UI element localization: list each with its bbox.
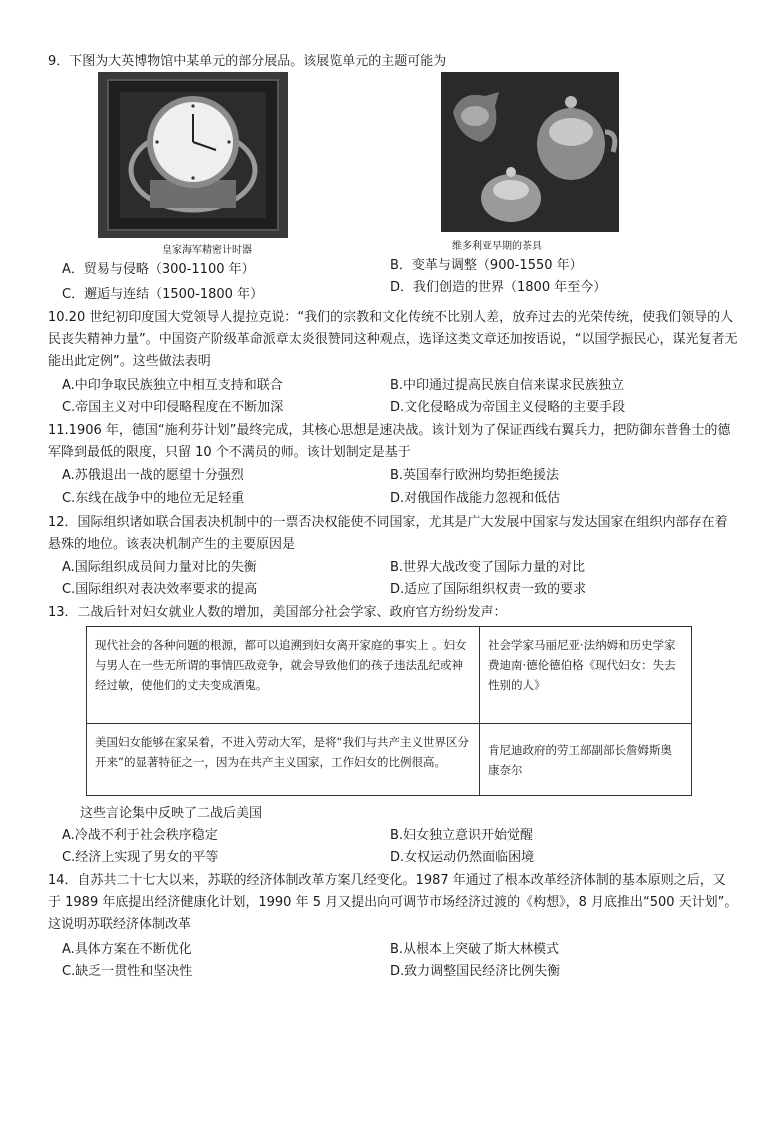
- question-11-stem: 11.1906 年，德国“施利芬计划”最终完成，其核心思想是速决战。该计划为了保证西线右翼兵力，把防御东普鲁士的德军降到最低的限度，只留 10 个不满员的师。该计划制定是基于: [48, 423, 731, 460]
- q11-option-a[interactable]: A.苏俄退出一战的愿望十分强烈: [62, 468, 244, 483]
- q13-option-a[interactable]: A.冷战不利于社会秩序稳定: [62, 828, 218, 843]
- chronometer-icon: [98, 72, 288, 238]
- q13-option-c[interactable]: C.经济上实现了男女的平等: [62, 850, 219, 865]
- q9-option-d[interactable]: D．我们创造的世界（1800 年至今）: [390, 280, 607, 295]
- q14-option-a[interactable]: A.具体方案在不断优化: [62, 942, 192, 957]
- q14-option-b[interactable]: B.从根本上突破了斯大林模式: [390, 942, 560, 957]
- question-10-stem: 10.20 世纪初印度国大党领导人提拉克说：“我们的宗教和文化传统不比别人差，放弃过去的光荣传统，使我们领导的人民丧失精神力量”。中国资产阶级革命派章太炎很赞同这种观点，选译这类文章还加按语说，“以国学振民心，谋光复者无能出此定例”。这些做法表明: [48, 310, 738, 369]
- q10-option-c[interactable]: C.帝国主义对中印侵略程度在不断加深: [62, 400, 284, 415]
- table-row: [87, 627, 692, 724]
- q12-option-b[interactable]: B.世界大战改变了国际力量的对比: [390, 560, 586, 575]
- q10-option-b[interactable]: B.中印通过提高民族自信来谋求民族独立: [390, 378, 625, 393]
- quotes-table: [86, 626, 692, 796]
- teapot-caption: 维多利亚早期的茶具: [452, 241, 542, 252]
- chronometer-caption: 皇家海军精密计时器: [162, 245, 252, 256]
- question-13-stem: 13．二战后针对妇女就业人数的增加，美国部分社会学家、政府官方纷纷发声：: [48, 605, 507, 620]
- q9-option-a[interactable]: A．贸易与侵略（300-1100 年）: [62, 262, 255, 277]
- source-cell: 社会学家马丽尼亚·法纳姆和历史学家费迪南·德伦德伯格《现代妇女：失去性别的人》: [480, 627, 692, 724]
- q14-option-d[interactable]: D.致力调整国民经济比例失衡: [390, 964, 561, 979]
- q11-option-c[interactable]: C.东线在战争中的地位无足轻重: [62, 491, 245, 506]
- q12-option-a[interactable]: A.国际组织成员间力量对比的失衡: [62, 560, 257, 575]
- q9-option-c[interactable]: C．邂逅与连结（1500-1800 年）: [62, 287, 264, 302]
- teapot-photo: [441, 72, 619, 232]
- question-14-stem: 14．自苏共二十七大以来，苏联的经济体制改革方案几经变化。1987 年通过了根本改革经济体制的基本原则之后，又于 1989 年底提出经济健康化计划，1990 年 5 月又提出向可调节市场经济过渡的《构想》，8 月底推出“500 天计划”。这说明苏联经济体制改革: [48, 873, 738, 932]
- teapot-icon: [441, 72, 619, 232]
- q14-option-c[interactable]: C.缺乏一贯性和坚决性: [62, 964, 193, 979]
- q9-option-b[interactable]: B．变革与调整（900-1550 年）: [390, 258, 583, 273]
- source-cell: 肯尼迪政府的劳工部副部长詹姆斯奥康奈尔: [480, 724, 692, 796]
- quote-cell: 现代社会的各种问题的根源，都可以追溯到妇女离开家庭的事实上 。妇女与男人在一些无所谓的事情匹敌竞争，就会导致他们的孩子违法乱纪或神经过敏，使他们的丈夫变成酒鬼。: [87, 627, 480, 724]
- q11-option-d[interactable]: D.对俄国作战能力忽视和低估: [390, 491, 561, 506]
- q13-option-d[interactable]: D.女权运动仍然面临困境: [390, 850, 535, 865]
- q13-option-b[interactable]: B.妇女独立意识开始觉醒: [390, 828, 534, 843]
- table-row: [87, 724, 692, 796]
- question-13-follow: 这些言论集中反映了二战后美国: [80, 806, 263, 821]
- q10-option-a[interactable]: A.中印争取民族独立中相互支持和联合: [62, 378, 283, 393]
- q10-option-d[interactable]: D.文化侵略成为帝国主义侵略的主要手段: [390, 400, 626, 415]
- q12-option-d[interactable]: D.适应了国际组织权责一致的要求: [390, 582, 587, 597]
- question-12-stem: 12．国际组织诸如联合国表决机制中的一票否决权能使不同国家，尤其是广大发展中国家与发达国家在组织内部存在着悬殊的地位。该表决机制产生的主要原因是: [48, 515, 728, 552]
- q11-option-b[interactable]: B.英国奉行欧洲均势拒绝援法: [390, 468, 560, 483]
- question-9-stem: 9．下图为大英博物馆中某单元的部分展品。该展览单元的主题可能为: [48, 54, 447, 69]
- q12-option-c[interactable]: C.国际组织对表决效率要求的提高: [62, 582, 258, 597]
- chronometer-photo: [98, 72, 288, 238]
- quote-cell: 美国妇女能够在家呆着，不进入劳动大军，是将“我们与共产主义世界区分开来”的显著特征之一，因为在共产主义国家，工作妇女的比例很高。: [87, 724, 480, 796]
